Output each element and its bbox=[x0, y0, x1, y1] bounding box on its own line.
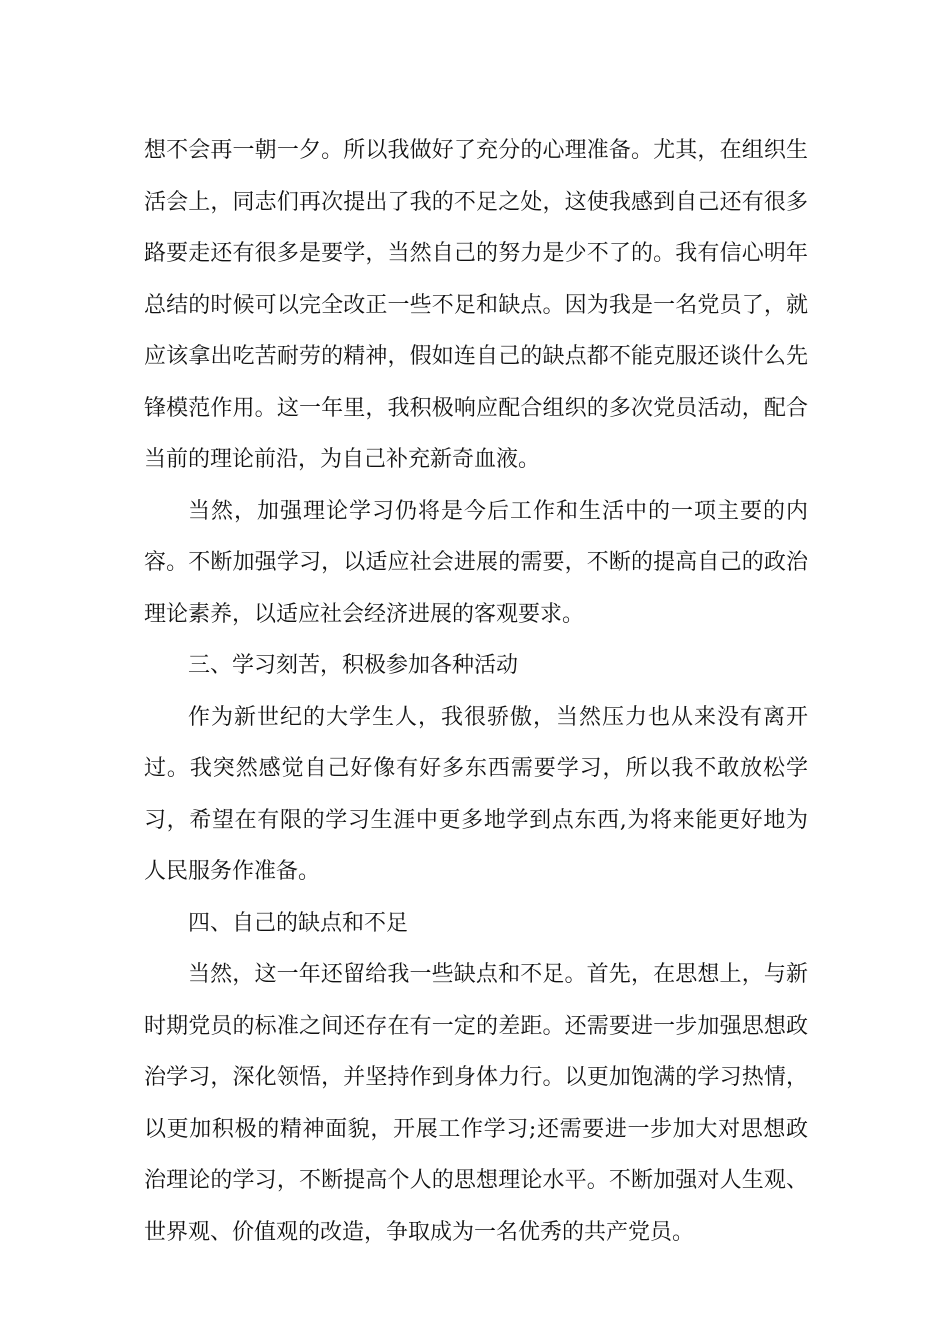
section-heading-four: 四、自己的缺点和不足 bbox=[188, 910, 409, 936]
paragraph-theory-study: 当然，加强理论学习仍将是今后工作和生活中的一项主要的内容。不断加强学习，以适应社会进展的需要，不断的提高自己的政治理论素养，以适应社会经济进展的客观要求。 bbox=[144, 498, 808, 627]
paragraph-shortcomings: 当然，这一年还留给我一些缺点和不足。首先，在思想上，与新时期党员的标准之间还存在有一定的差距。还需要进一步加强思想政治学习，深化领悟，并坚持作到身体力行。以更加饱满的学习热情，以更加积极的精神面貌，开展工作学习;还需要进一步加大对思想政治理论的学习，不断提高个人的思想理论水平。不断加强对人生观、世界观、价值观的改造，争取成为一名优秀的共产党员。 bbox=[144, 962, 808, 1245]
paragraph-continued: 想不会再一朝一夕。所以我做好了充分的心理准备。尤其，在组织生活会上，同志们再次提出了我的不足之处，这使我感到自己还有很多路要走还有很多是要学，当然自己的努力是少不了的。我有信心明年总结的时候可以完全改正一些不足和缺点。因为我是一名党员了，就应该拿出吃苦耐劳的精神，假如连自己的缺点都不能克服还谈什么先锋模范作用。这一年里，我积极响应配合组织的多次党员活动，配合当前的理论前沿，为自己补充新奇血液。 bbox=[144, 138, 808, 472]
section-heading-three: 三、学习刻苦，积极参加各种活动 bbox=[188, 653, 519, 678]
document-body bbox=[144, 125, 808, 1258]
paragraph-study-hard: 作为新世纪的大学生人，我很骄傲，当然压力也从来没有离开过。我突然感觉自己好像有好多东西需要学习，所以我不敢放松学习，希望在有限的学习生涯中更多地学到点东西,为将来能更好地为人民服务作准备。 bbox=[144, 704, 808, 884]
